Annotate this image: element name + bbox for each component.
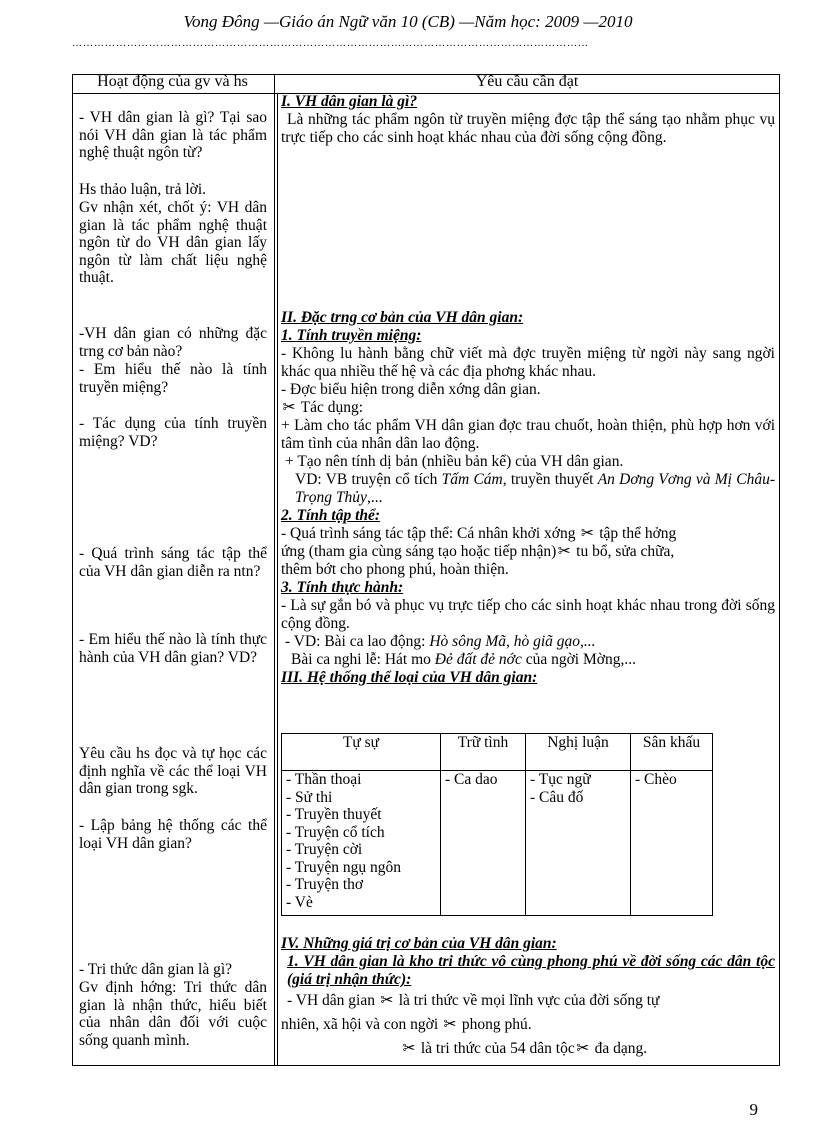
section-2-2-line-3: thêm bớt cho phong phú, hoàn thiện. (281, 561, 509, 578)
genre-item: - Tục ngữ (530, 771, 591, 788)
genre-item: - Chèo (635, 771, 677, 788)
genre-item: - Truyện cổ tích (286, 823, 385, 841)
scissors-icon: ✂ (402, 1040, 416, 1057)
genre-header-argument: Nghị luận (526, 734, 631, 771)
value-text-a: - VH dân gian (287, 992, 375, 1009)
genre-item: - Câu đố (530, 788, 584, 806)
section-2-1-title: 1. Tính truyền miệng: (281, 327, 422, 344)
example-title-2: An Dơng Vơng và Mị Châu- Trọng Thủy (295, 471, 775, 506)
genre-item: - Truyền thuyết (286, 806, 382, 823)
section-4-title: IV. Những giá trị cơ bản của VH dân gian: (281, 935, 557, 952)
header-dotted-rule: …………………………………………………………………………………………………………………………… (72, 38, 589, 49)
section-2-1-example (281, 471, 775, 507)
genre-item: - Thần thoại (286, 771, 362, 788)
section-2-3-text-a: - Là sự gắn bó và phục vụ trực tiếp cho các sinh hoạt khác nhau trong đời sống cộng đồng. (281, 597, 775, 632)
section-3-title: III. Hệ thống thể loại của VH dân gian: (281, 669, 538, 686)
section-2-1-text-e: + Tạo nên tính dị bản (nhiều bản kể) của VH dân gian. (285, 453, 624, 470)
value-text-d: phong phú. (461, 1016, 532, 1033)
genre-item: - Ca dao (445, 771, 498, 788)
col-header-requirements: Yêu cầu cần đạt (475, 73, 579, 90)
section-4-1-line-2 (281, 1013, 775, 1037)
column-divider-inner (277, 93, 278, 1065)
section-4-1-line-3 (281, 1037, 775, 1061)
section-2-title: II. Đặc trng cơ bản của VH dân gian: (281, 309, 524, 326)
left-text-9: Yêu cầu hs đọc và tự học các định nghĩa về các thể loại VH dân gian trong sgk. (79, 745, 267, 797)
left-text-6: - Tác dụng của tính truyền miệng? VD? (79, 415, 267, 450)
example-ritual-prefix: Bài ca nghi lễ: Hát mo (291, 651, 435, 668)
genre-item: - Truyện thơ (286, 876, 364, 893)
scissors-icon: ✂ (380, 992, 394, 1009)
value-text-c: nhiên, xã hội và con ngời (281, 1016, 439, 1033)
section-1 (281, 93, 775, 147)
genre-table (281, 733, 713, 916)
example-prefix: VD: VB truyện cổ tích (295, 471, 442, 488)
left-text-11: - Tri thức dân gian là gì? (79, 961, 233, 978)
section-2-3-example-2 (281, 651, 775, 669)
section-1-title: I. VH dân gian là gì? (281, 93, 418, 110)
scissors-icon: ✂ (580, 525, 594, 542)
left-text-4: -VH dân gian có những đặc trng cơ bản nào? (79, 325, 267, 360)
section-4-1-line-1 (281, 989, 775, 1013)
section-1-text: Là những tác phẩm ngôn từ truyền miệng đợc tập thể sáng tạo nhằm phục vụ trực tiếp cho các sinh hoạt khác nhau của đời sống cộng đồng. (281, 111, 775, 146)
genre-table-row (282, 771, 713, 916)
scissors-icon: ✂ (282, 399, 296, 416)
lesson-table (72, 74, 780, 1066)
genre-item: - Sử thi (286, 788, 333, 806)
genre-list-argument (526, 771, 631, 916)
scissors-icon: ✂ (557, 543, 571, 560)
collective-text-d: tu bổ, sửa chữa, (576, 543, 675, 560)
example-work-titles: Hò sông Mã, hò giã gạo,... (429, 633, 596, 650)
value-text-b: là tri thức về mọi lĩnh vực của đời sống tự (398, 992, 660, 1009)
section-2-1-text-b: - Đợc biểu hiện trong diễn xớng dân gian. (281, 381, 541, 398)
left-text-12: Gv định hớng: Tri thức dân gian là nhận thức, hiểu biết của nhân dân đối với cuộc sống quanh mình. (79, 979, 267, 1049)
example-mid: , truyền thuyết (502, 471, 598, 488)
col-header-activities: Hoạt động của gv và hs (97, 73, 248, 90)
genre-header-lyric: Trữ tình (441, 734, 526, 771)
genre-table-header (282, 734, 713, 771)
page-header: Vong Đông —Giáo án Ngữ văn 10 (CB) —Năm học: 2009 —2010 (183, 12, 633, 31)
scissors-icon: ✂ (443, 1016, 457, 1033)
section-2-1-text-a: - Không lu hành bằng chữ viết mà đợc truyền miệng từ ngời này sang ngời khác qua nhiều thế hệ và các địa phơng khác nhau. (281, 345, 775, 380)
example-title-1: Tấm Cám (441, 471, 503, 488)
genre-header-stage: Sân khấu (631, 734, 713, 771)
table-header-row (73, 75, 779, 94)
genre-item: - Truyện cời (286, 841, 363, 858)
collective-text-b: tập thể hởng (599, 525, 677, 542)
section-2-2-title: 2. Tính tập thể: (281, 507, 381, 524)
column-divider (274, 75, 275, 1065)
section-4 (281, 935, 775, 1061)
example-suffix: ,... (366, 489, 383, 506)
left-text-2: Hs thảo luận, trả lời. (79, 181, 207, 198)
section-2-2-line-2 (281, 543, 775, 561)
left-text-7: - Quá trình sáng tác tập thể của VH dân gian diễn ra ntn? (79, 545, 267, 580)
section-2-1-text-d: + Làm cho tác phẩm VH dân gian đợc trau chuốt, hoàn thiện, phù hợp hơn với tâm tình của nhân dân lao động. (281, 417, 775, 452)
left-text-8: - Em hiểu thế nào là tính thực hành của VH dân gian? VD? (79, 631, 267, 666)
page-number: 9 (749, 1100, 758, 1119)
section-2-3-example-1 (281, 633, 775, 651)
scissors-icon: ✂ (576, 1040, 590, 1057)
left-text-3: Gv nhận xét, chốt ý: VH dân gian là tác phẩm nghệ thuật ngôn từ do VH dân gian lấy ngôn từ làm chất liệu nghệ thuật. (79, 199, 267, 286)
section-2-3-title: 3. Tính thực hành: (281, 579, 404, 596)
section-2 (281, 309, 775, 687)
example-ritual-suffix: của ngời Mờng,... (521, 651, 636, 668)
left-text-1: - VH dân gian là gì? Tại sao nói VH dân gian là tác phẩm nghệ thuật ngôn từ? (79, 109, 267, 161)
section-2-2-line-1 (281, 525, 775, 543)
genre-list-lyric (441, 771, 526, 916)
section-4-1-title: 1. VH dân gian là kho tri thức vô cùng phong phú về đời sống các dân tộc (giá trị nhận thức): (287, 953, 775, 988)
example-ritual-title: Đẻ đất đẻ nớc (434, 651, 522, 668)
collective-text-c: ứng (tham gia cùng sáng tạo hoặc tiếp nhận) (281, 543, 557, 560)
value-text-f: đa dạng. (594, 1040, 648, 1057)
effect-label: Tác dụng: (300, 399, 364, 416)
left-text-10: - Lập bảng hệ thống các thể loại VH dân gian? (79, 817, 267, 852)
value-text-e: là tri thức của 54 dân tộc (420, 1040, 575, 1057)
genre-item: - Vè (286, 893, 313, 911)
collective-text-a: - Quá trình sáng tác tập thể: Cá nhân khởi xớng (281, 525, 576, 542)
section-2-1-effect (281, 399, 775, 417)
genre-item: - Truyện ngụ ngôn (286, 858, 401, 876)
genre-list-stage (631, 771, 713, 916)
genre-header-narrative: Tự sự (282, 734, 441, 771)
example-work-prefix: - VD: Bài ca lao động: (285, 633, 430, 650)
left-text-5: - Em hiểu thế nào là tính truyền miệng? (79, 361, 267, 396)
genre-list-narrative (282, 771, 441, 916)
